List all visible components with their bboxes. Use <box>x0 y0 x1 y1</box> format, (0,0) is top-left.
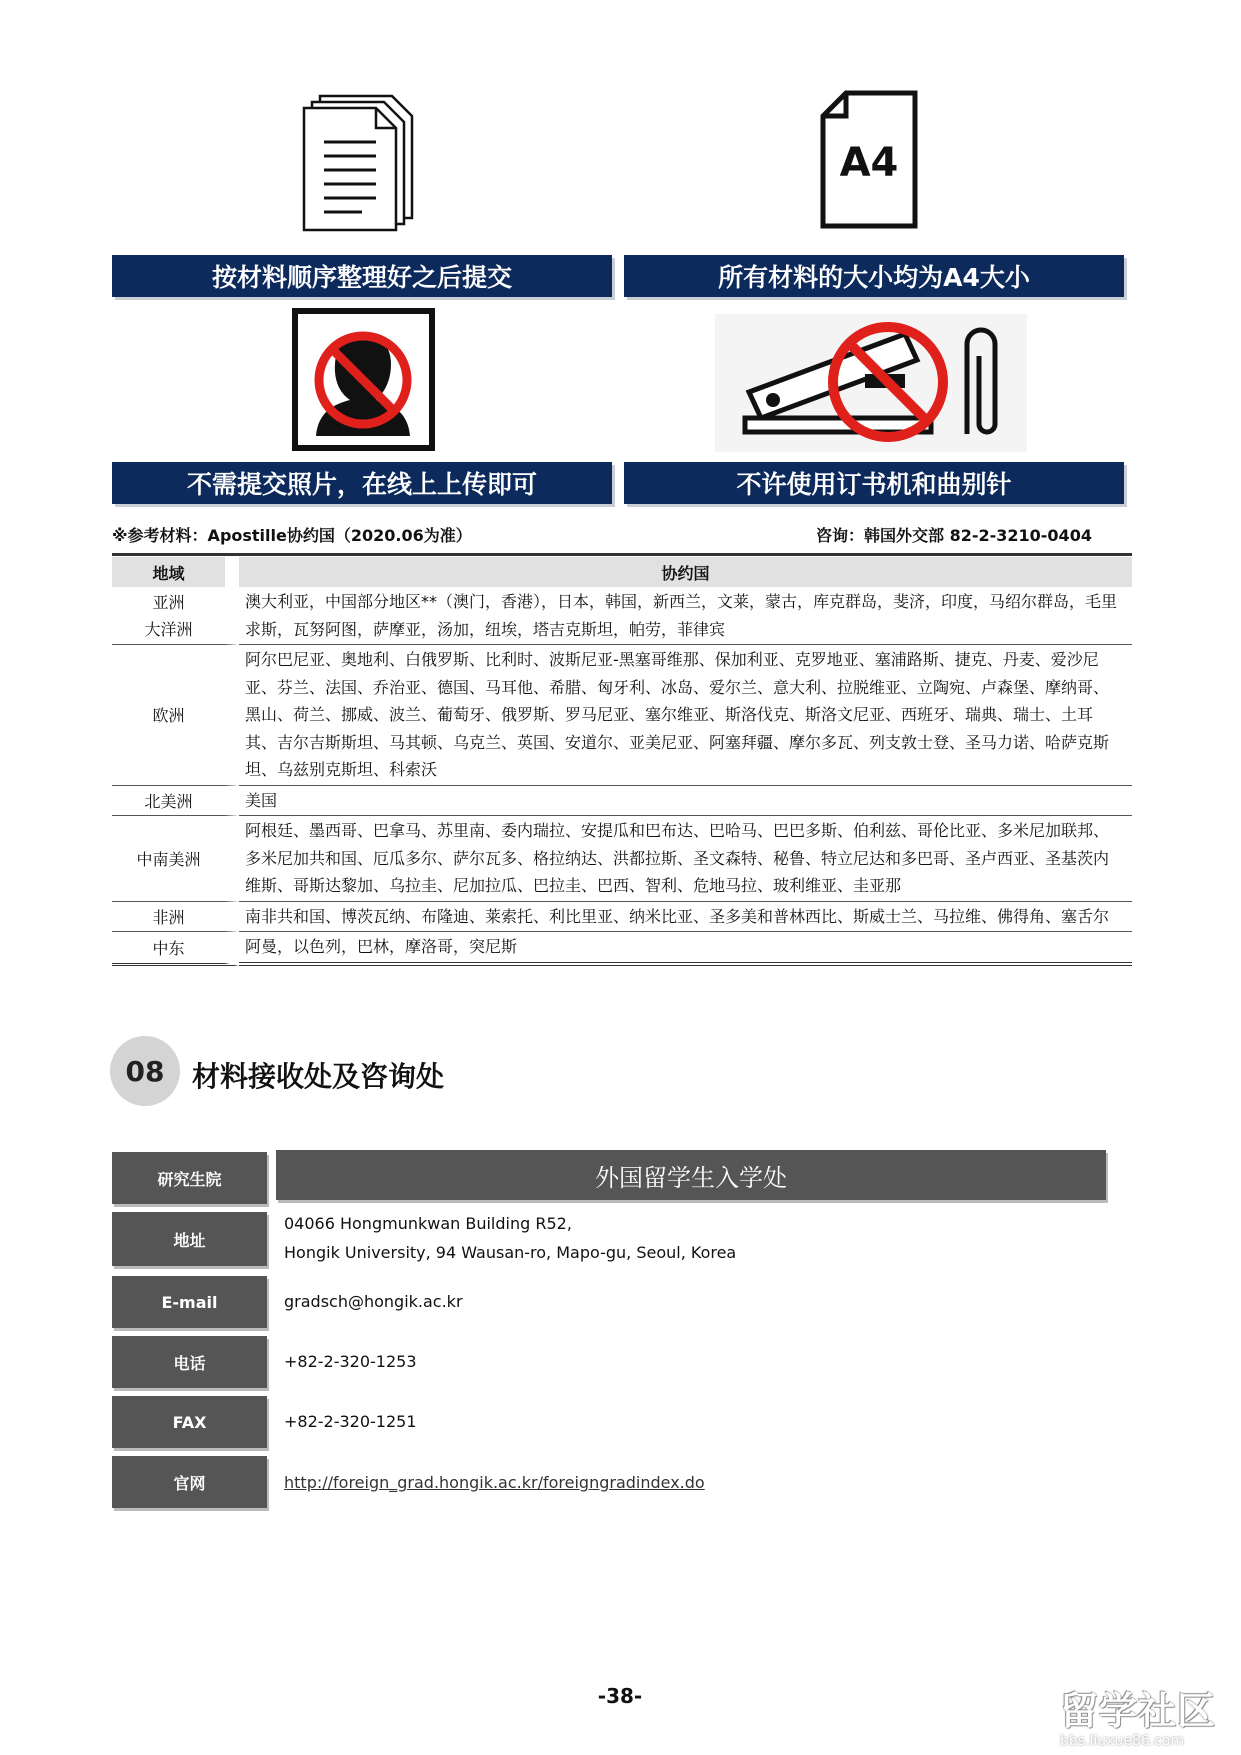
section-number-badge <box>110 1036 180 1106</box>
website-label: 官网 <box>112 1456 267 1508</box>
reference-note: ※参考材料：Apostille协约国（2020.06为准） <box>112 526 472 545</box>
phone-value: +82-2-320-1253 <box>284 1352 417 1371</box>
website-link[interactable]: http://foreign_grad.hongik.ac.kr/foreigngradindex.do <box>284 1473 705 1492</box>
watermark-text: 留学社区 <box>1060 1689 1217 1733</box>
countries-cell: 阿曼，以色列，巴林，摩洛哥，突尼斯 <box>239 932 1132 966</box>
table-row <box>112 816 1132 902</box>
apostille-table <box>112 557 1132 966</box>
admission-office-bar: 外国留学生入学处 <box>276 1150 1106 1200</box>
no-stapler-paperclip-icon <box>715 314 1027 452</box>
table-row <box>112 902 1132 933</box>
watermark-url: bbs.liuxue86.com <box>1060 1733 1185 1749</box>
address-line-1: 04066 Hongmunkwan Building R52, <box>284 1214 572 1233</box>
countries-cell: 阿根廷、墨西哥、巴拿马、苏里南、委内瑞拉、安提瓜和巴布达、巴哈马、巴巴多斯、伯利兹、哥伦比亚、多米尼加联邦、多米尼加共和国、厄瓜多尔、萨尔瓦多、格拉纳达、洪都拉斯、圣文森特、秘鲁、特立尼达和多巴哥、圣卢西亚、圣基茨内维斯、哥斯达黎加、乌拉圭、尼加拉瓜、巴拉圭、巴西、智利、危地马拉、玻利维亚、圭亚那 <box>239 816 1132 902</box>
a4-label: A4 <box>839 140 899 186</box>
address-line-2: Hongik University, 94 Wausan-ro, Mapo-gu, Seoul, Korea <box>284 1243 737 1262</box>
page-number: -38- <box>597 1684 643 1708</box>
region-cell: 中东 <box>112 932 239 966</box>
section-number: 08 <box>125 1054 165 1088</box>
header-countries: 协约国 <box>239 557 1132 587</box>
table-row <box>112 786 1132 817</box>
no-photo-icon <box>292 308 435 451</box>
table-row <box>112 587 1132 645</box>
banner-no-stapler: 不许使用订书机和曲别针 <box>624 462 1124 504</box>
watermark-logo <box>1060 1680 1235 1750</box>
region-cell: 中南美洲 <box>112 816 239 902</box>
region-cell: 北美洲 <box>112 786 239 817</box>
email-label: E-mail <box>112 1276 267 1328</box>
inquiry-note: 咨询：韩国外交部 82-2-3210-0404 <box>816 526 1092 545</box>
fax-label: FAX <box>112 1396 267 1448</box>
region-cell: 欧洲 <box>112 645 239 786</box>
region-cell: 亚洲 大洋洲 <box>112 587 239 645</box>
banner-a4-size: 所有材料的大小均为A4大小 <box>624 255 1124 297</box>
phone-label: 电话 <box>112 1336 267 1388</box>
stacked-documents-icon <box>300 92 420 232</box>
address-label: 地址 <box>112 1212 267 1266</box>
countries-cell: 澳大利亚，中国部分地区**（澳门，香港），日本，韩国，新西兰，文莱，蒙古，库克群岛，斐济，印度，马绍尔群岛，毛里求斯，瓦努阿图，萨摩亚，汤加，纽埃，塔吉克斯坦，帕劳，菲律宾 <box>239 587 1132 645</box>
header-region: 地域 <box>112 557 239 587</box>
countries-cell: 阿尔巴尼亚、奥地利、白俄罗斯、比利时、波斯尼亚-黑塞哥维那、保加利亚、克罗地亚、塞浦路斯、捷克、丹麦、爱沙尼亚、芬兰、法国、乔治亚、德国、马耳他、希腊、匈牙利、冰岛、爱尔兰、意大利、拉脱维亚、立陶宛、卢森堡、摩纳哥、黑山、荷兰、挪威、波兰、葡萄牙、俄罗斯、罗马尼亚、塞尔维亚、斯洛伐克、斯洛文尼亚、西班牙、瑞典、瑞士、土耳其、吉尔吉斯斯坦、马其顿、乌克兰、英国、安道尔、亚美尼亚、阿塞拜疆、摩尔多瓦、列支敦士登、圣马力诺、哈萨克斯坦、乌兹别克斯坦、科索沃 <box>239 645 1132 786</box>
section-title: 材料接收处及咨询处 <box>192 1060 445 1093</box>
a4-document-icon <box>818 90 920 230</box>
email-value[interactable]: gradsch@hongik.ac.kr <box>284 1292 463 1311</box>
banner-order: 按材料顺序整理好之后提交 <box>112 255 612 297</box>
banner-no-photo: 不需提交照片，在线上上传即可 <box>112 462 612 504</box>
grad-school-label: 研究生院 <box>112 1152 267 1204</box>
countries-cell: 南非共和国、博茨瓦纳、布隆迪、莱索托、利比里亚、纳米比亚、圣多美和普林西比、斯威士兰、马拉维、佛得角、塞舌尔 <box>239 902 1132 933</box>
countries-cell: 美国 <box>239 786 1132 817</box>
region-cell: 非洲 <box>112 902 239 933</box>
fax-value: +82-2-320-1251 <box>284 1412 417 1431</box>
table-row <box>112 645 1132 786</box>
table-row <box>112 932 1132 966</box>
table-top-rule <box>112 553 1132 556</box>
